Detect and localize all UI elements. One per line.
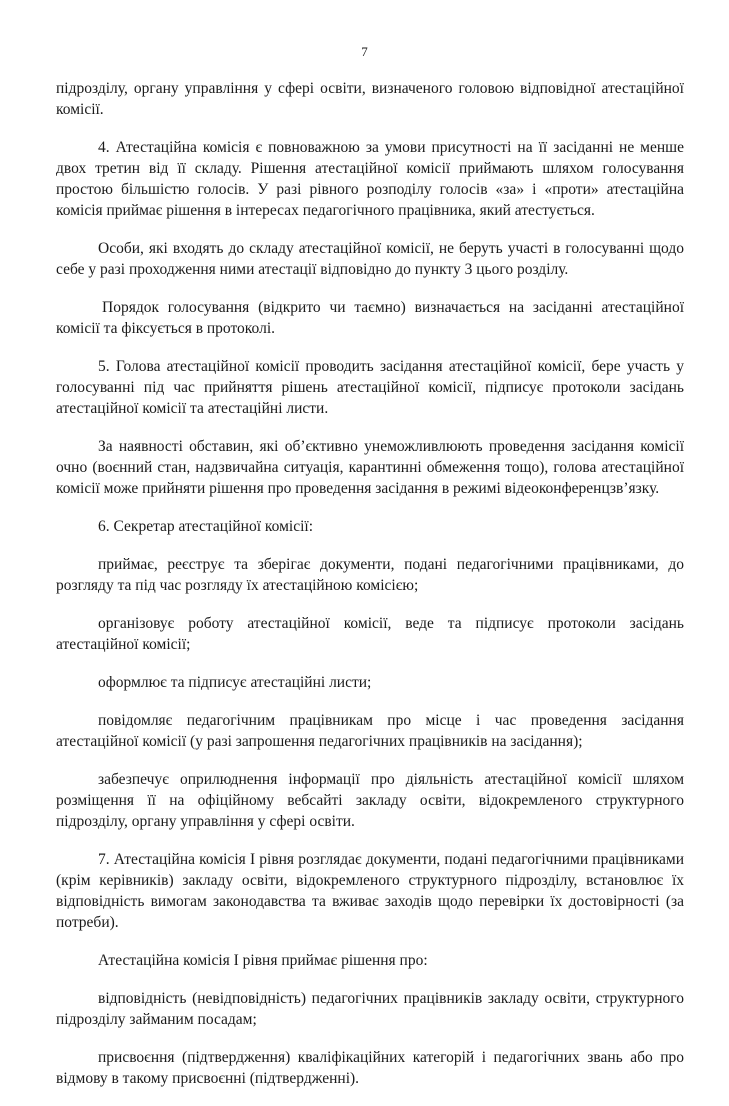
paragraph-videoconference: За наявності обставин, які об’єктивно унеможливлюють проведення засідання комісії очно (воєнний стан, надзвичайна ситуація, карантинні обмеження тощо), голова атестаційної комісії може прийняти рішення про проведення засідання в режимі відеоконференцзв’язку. [56,438,684,497]
paragraph-item-4: 4. Атестаційна комісія є повноважною за умови присутності на її засіданні не менше двох третин від її складу. Рішення атестаційної комісії приймають шляхом голосування простою більшістю голосів. У разі рівного розподілу голосів «за» і «проти» атестаційна комісія приймає рішення в інтересах педагогічного працівника, який атестується. [56,139,684,219]
paragraph-voting-procedure: Порядок голосування (відкрито чи таємно) визначається на засіданні атестаційної комісії та фіксується в протоколі. [56,299,684,337]
paragraph-secretary-duty-5: забезпечує оприлюднення інформації про діяльність атестаційної комісії шляхом розміщення її на офіційному вебсайті закладу освіти, відокремленого структурного підрозділу, органу управління у сфері освіти. [56,771,684,830]
paragraph-item-7: 7. Атестаційна комісія І рівня розглядає документи, подані педагогічними працівниками (крім керівників) закладу освіти, відокремленого структурного підрозділу, встановлює їх відповідність вимогам законодавства та вживає заходів щодо перевірки їх достовірності (за потреби). [56,851,684,931]
paragraph-secretary-duty-4: повідомляє педагогічним працівникам про місце і час проведення засідання атестаційної комісії (у разі запрошення педагогічних працівників на засідання); [56,712,684,750]
paragraph-decision-1: відповідність (невідповідність) педагогічних працівників закладу освіти, структурного підрозділу займаним посадам; [56,990,684,1028]
paragraph-item-5: 5. Голова атестаційної комісії проводить засідання атестаційної комісії, бере участь у голосуванні під час прийняття рішень атестаційної комісії, підписує протоколи засідань атестаційної комісії та атестаційні листи. [56,358,684,417]
paragraph-decision-2: присвоєння (підтвердження) кваліфікаційних категорій і педагогічних звань або про відмову в такому присвоєнні (підтвердженні). [56,1049,684,1087]
paragraph-decisions-intro: Атестаційна комісія І рівня приймає рішення про: [98,952,428,969]
paragraph-secretary-duty-1: приймає, реєструє та зберігає документи, подані педагогічними працівниками, до розгляду та під час розгляду їх атестаційною комісією; [56,556,684,594]
paragraph-recusal: Особи, які входять до складу атестаційної комісії, не беруть участі в голосуванні щодо себе у разі проходження ними атестації відповідно до пункту 3 цього розділу. [56,240,684,278]
paragraph-item-6: 6. Секретар атестаційної комісії: [98,518,314,535]
paragraph-secretary-duty-3: оформлює та підписує атестаційні листи; [98,674,372,691]
paragraph-secretary-duty-2: організовує роботу атестаційної комісії, веде та підписує протоколи засідань атестаційної комісії; [56,615,684,653]
document-body [56,78,684,1106]
page-number: 7 [361,44,368,59]
paragraph-continuation: підрозділу, органу управління у сфері освіти, визначеного головою відповідної атестаційної комісії. [56,80,684,118]
